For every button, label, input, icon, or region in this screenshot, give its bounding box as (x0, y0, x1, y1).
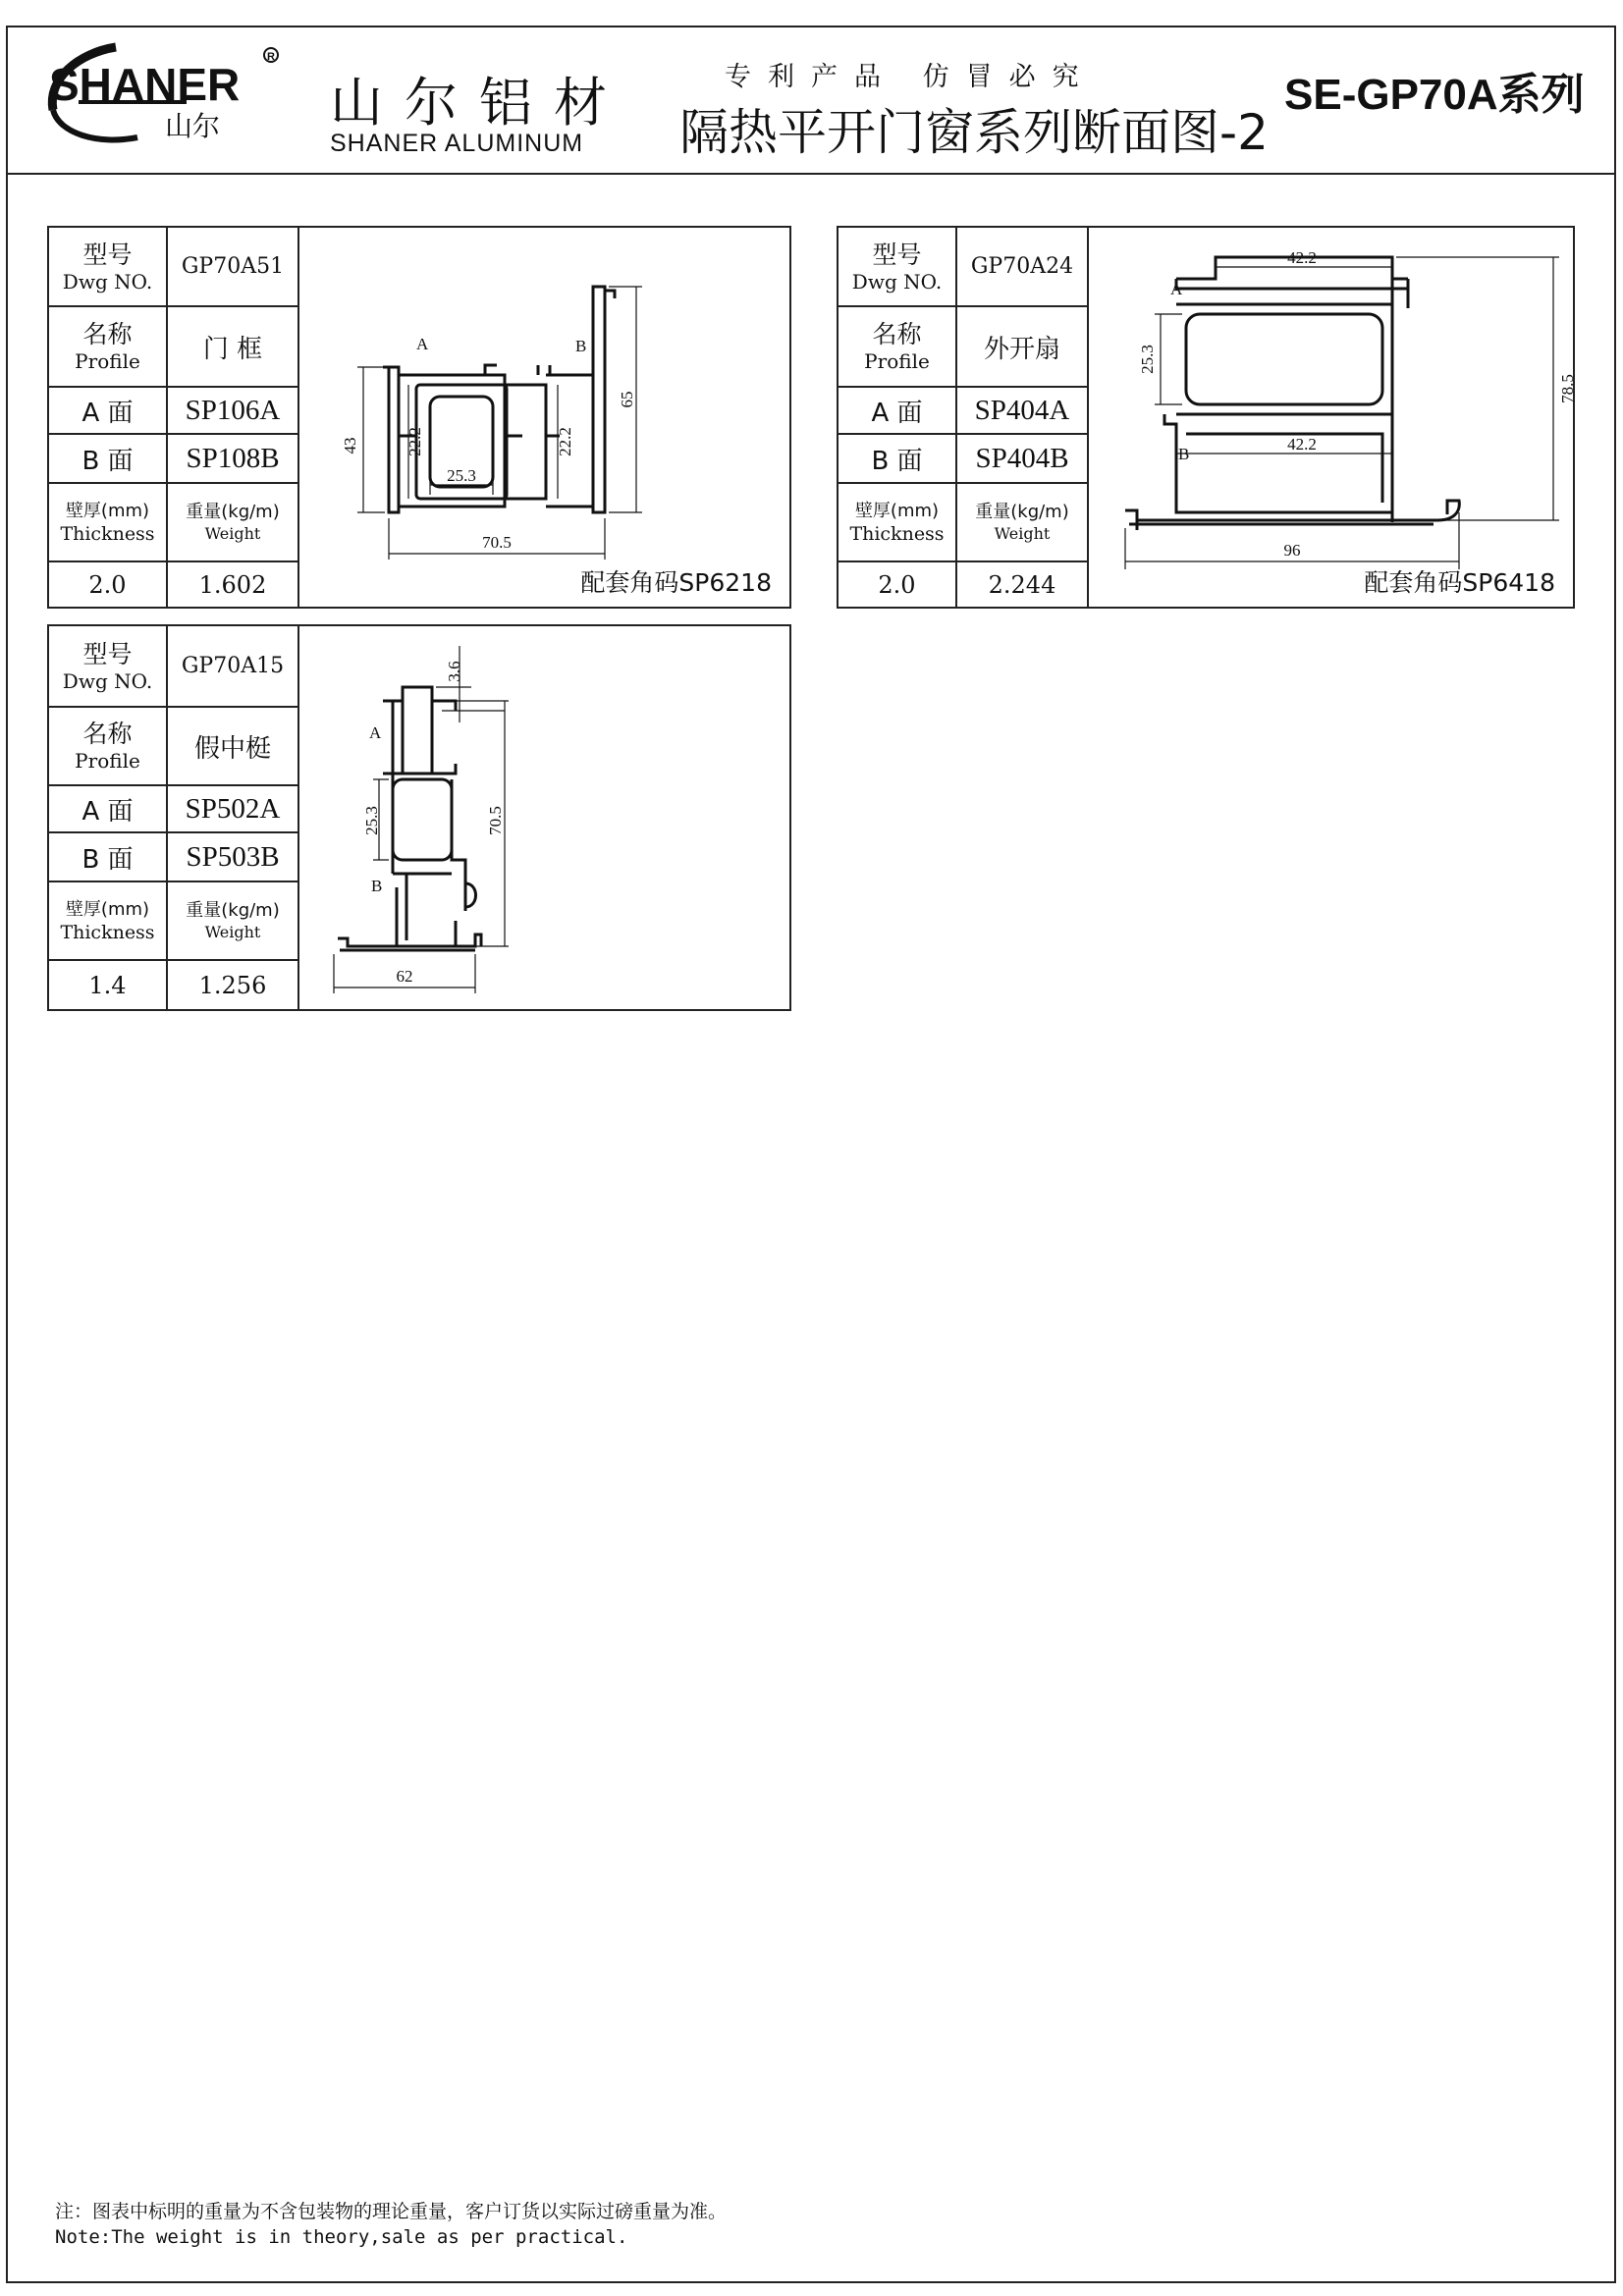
face-a-marker: A (416, 335, 429, 353)
dim-height-right: 65 (618, 391, 636, 408)
weight-value: 1.602 (167, 561, 298, 607)
face-a-marker: A (1170, 280, 1183, 298)
dim-chamber-height: 25.3 (1138, 345, 1157, 374)
note-cn: 注：图表中标明的重量为不含包装物的理论重量，客户订货以实际过磅重量为准。 (55, 2201, 728, 2222)
thickness-value: 2.0 (49, 561, 167, 607)
profile-name: 外开扇 (956, 306, 1088, 387)
thickness-value: 1.4 (49, 960, 167, 1009)
weight-value: 1.256 (167, 960, 298, 1009)
svg-text:山尔: 山尔 (165, 110, 221, 142)
face-b-marker: B (1178, 445, 1190, 463)
spec-table: 型号 Dwg NO. GP70A24 名称 Profile 外开扇 A 面 SP404A B 面 SP404B 壁厚(mm) Thickness 重量(kg/m) Weight 2.0 2.244 (839, 228, 1089, 607)
face-b-label: B 面 (49, 832, 167, 881)
face-a-marker: A (369, 723, 382, 742)
face-a-code: SP502A (167, 785, 298, 832)
dim-height-left: 43 (341, 437, 359, 454)
profile-card-gp70a15 (47, 624, 791, 1011)
profile-card-gp70a24 (837, 226, 1575, 609)
weight-value: 2.244 (956, 561, 1088, 607)
dwg-number: GP70A24 (956, 228, 1088, 306)
face-b-marker: B (575, 337, 587, 355)
dim-top-width: 42.2 (1287, 248, 1317, 267)
dim-inner-width: 25.3 (447, 466, 476, 485)
face-a-label: A 面 (49, 387, 167, 434)
dim-width-total: 96 (1283, 541, 1301, 560)
profile-name: 假中梃 (167, 707, 298, 785)
face-b-label: B 面 (839, 434, 956, 483)
face-b-label: B 面 (49, 434, 167, 483)
dim-width-total: 62 (396, 967, 413, 986)
profile-drawing-gp70a51 (298, 228, 789, 581)
dim-height-total: 70.5 (486, 806, 505, 835)
profile-drawing-gp70a15 (298, 626, 789, 1009)
dim-chamber-right: 22.2 (556, 427, 574, 456)
dim-top-gap: 3.6 (445, 661, 463, 682)
profile-name: 门 框 (167, 306, 298, 387)
shaner-logo (39, 39, 285, 147)
brand-name-en: SHANER ALUMINUM (330, 130, 584, 157)
dwg-number: GP70A15 (167, 626, 298, 707)
spec-table: 型号 Dwg NO. GP70A15 名称 Profile 假中梃 A 面 SP502A B 面 SP503B 壁厚(mm) Thickness 重量(kg/m) Weight 1.4 1.256 (49, 626, 299, 1009)
dwg-number: GP70A51 (167, 228, 298, 306)
corner-code: 配套角码SP6418 (1364, 568, 1555, 597)
face-a-label: A 面 (839, 387, 956, 434)
dim-width-total: 70.5 (482, 533, 512, 552)
svg-text:R: R (267, 51, 275, 63)
dim-height-total: 78.5 (1558, 374, 1577, 403)
profile-card-gp70a51 (47, 226, 791, 609)
face-a-code: SP106A (167, 387, 298, 434)
face-b-code: SP404B (956, 434, 1088, 483)
face-a-label: A 面 (49, 785, 167, 832)
brand-name-cn: 山尔铝材 (330, 72, 628, 133)
header-divider (6, 173, 1616, 175)
face-a-code: SP404A (956, 387, 1088, 434)
dim-bottom-width: 42.2 (1287, 435, 1317, 454)
patent-notice: 专利产品 仿冒必究 (725, 62, 1096, 92)
series-label: SE-GP70A系列 (1284, 71, 1585, 119)
svg-text:SHANER: SHANER (49, 59, 241, 110)
corner-code: 配套角码SP6218 (580, 568, 772, 597)
spec-table: 型号 Dwg NO. GP70A51 名称 Profile 门 框 A 面 SP106A B 面 SP108B 壁厚(mm) Thickness 重量(kg/m) Weight 2.0 1.602 (49, 228, 299, 607)
face-b-code: SP108B (167, 434, 298, 483)
thickness-value: 2.0 (839, 561, 956, 607)
dim-chamber-left: 22.2 (406, 427, 424, 456)
dim-chamber-height: 25.3 (362, 806, 381, 835)
face-b-marker: B (371, 877, 383, 895)
page-title: 隔热平开门窗系列断面图-2 (679, 104, 1269, 161)
profile-drawing-gp70a24 (1088, 228, 1577, 581)
note-en: Note:The weight is in theory,sale as per practical. (55, 2226, 628, 2248)
face-b-code: SP503B (167, 832, 298, 881)
